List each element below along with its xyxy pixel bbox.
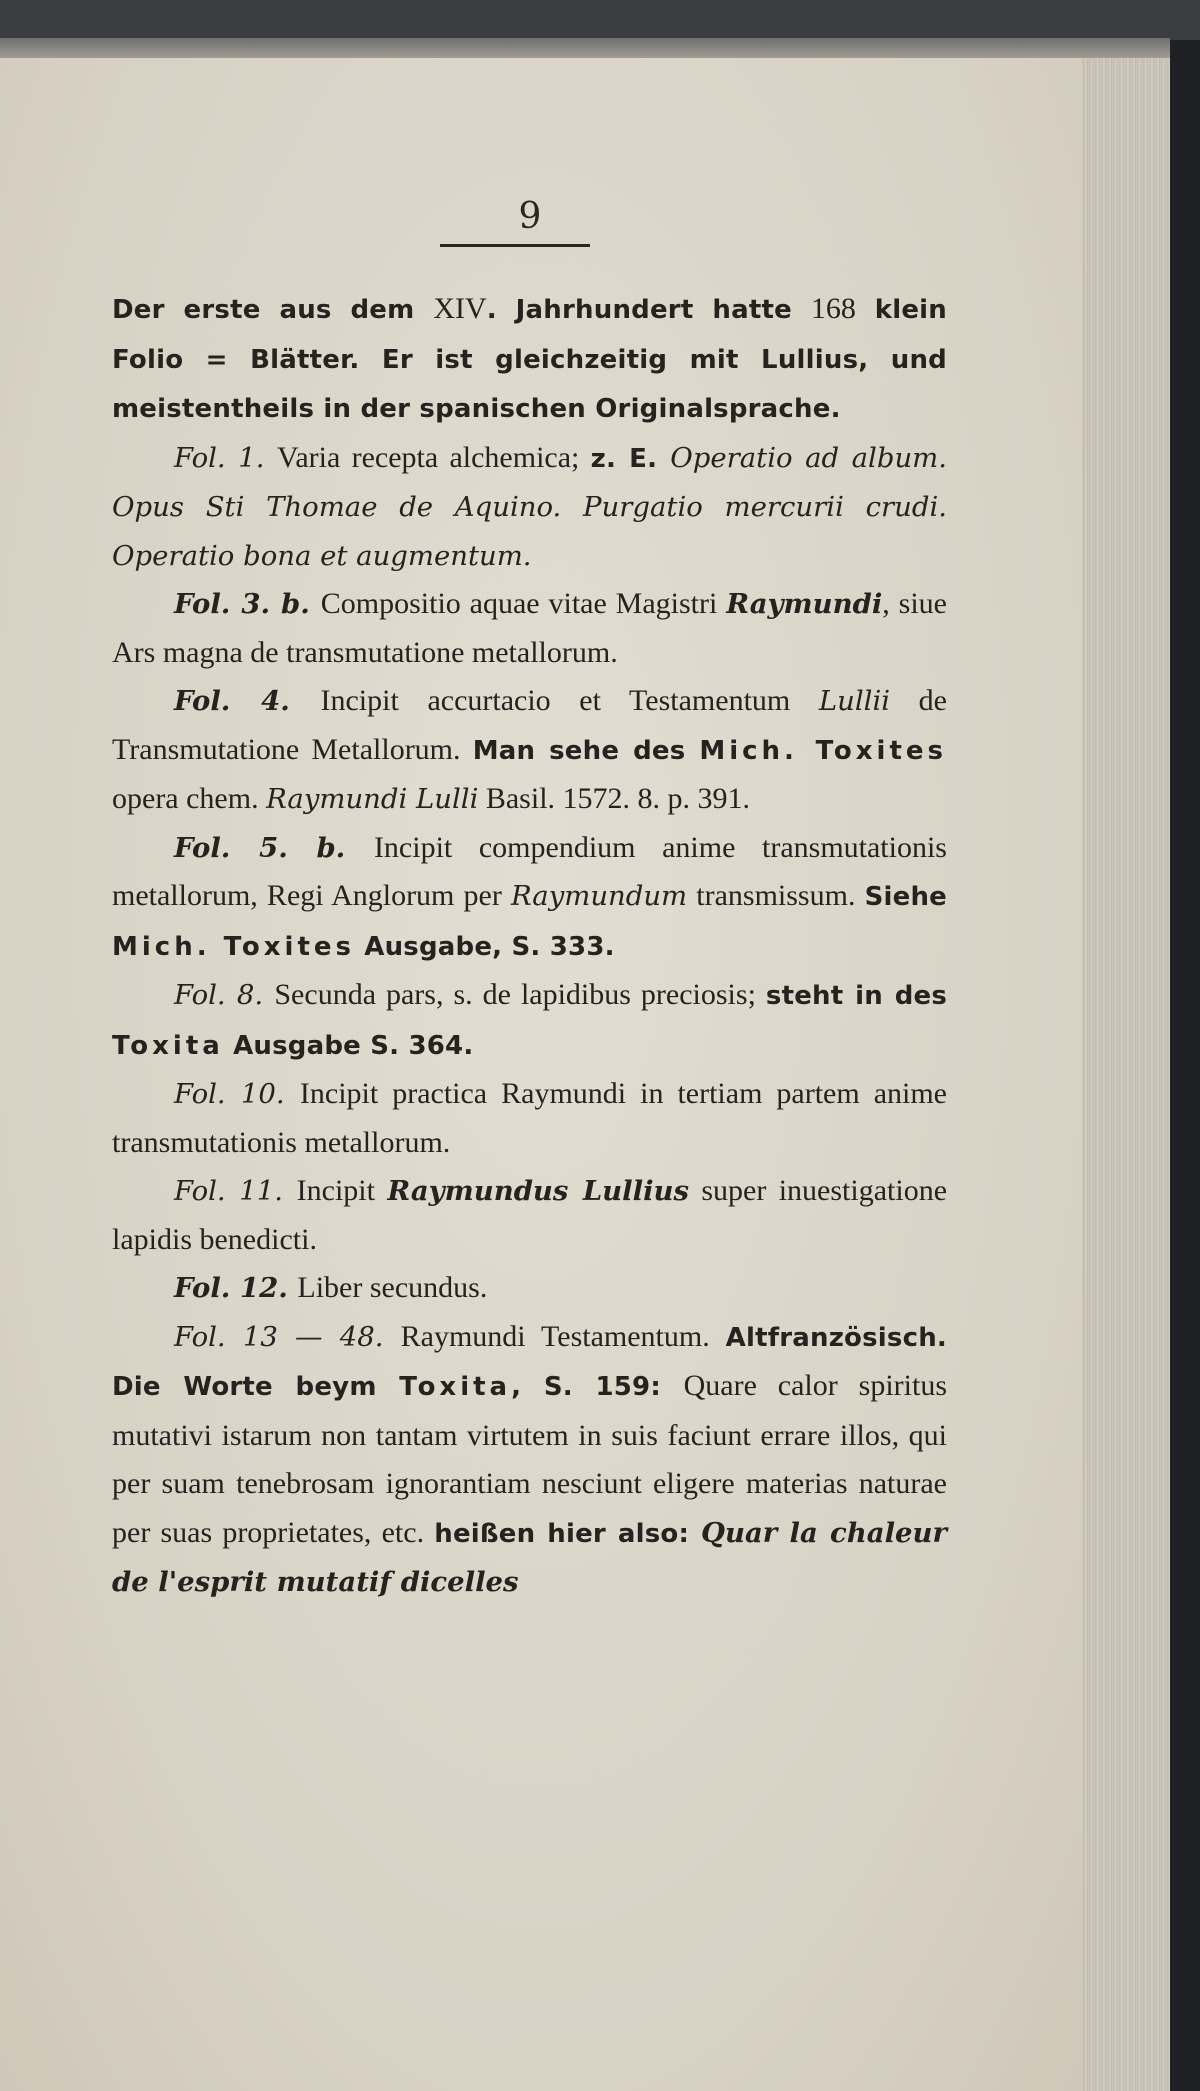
text-span: Raymundi Testamentum. (400, 1319, 726, 1353)
text-span: Incipit practica Raymundi in tertiam partem anime transmutationis metallorum. (112, 1077, 947, 1159)
text-span: Liber secundus. (297, 1271, 488, 1304)
text-span: z. E. (590, 443, 671, 474)
text-span: Ausgabe, S. 333. (355, 931, 615, 962)
text-span: Incipit compendium anime transmutationis metallorum, Regi Anglorum per (112, 830, 947, 912)
text-span: Raymundi (726, 588, 883, 620)
paragraph-fol-1 (112, 434, 947, 581)
text-span: Fol. 5. b. (174, 831, 374, 864)
paragraph-fol-13-48 (112, 1313, 947, 1607)
text-span: Fol. 8. (174, 979, 275, 1011)
text-span: Lullii (818, 685, 891, 717)
text-span: Varia recepta alchemica; (276, 440, 591, 474)
text-span: Ausgabe S. 364. (223, 1030, 474, 1061)
text-span: . Jahrhundert hatte (486, 295, 811, 325)
text-span: Fol. 3. b. (174, 588, 321, 620)
paragraph-fol-3b (112, 580, 947, 677)
text-span: Fol. 4. (174, 685, 321, 717)
text-span: Raymundi Lulli (266, 783, 479, 815)
text-span: super inuestigatione lapidis benedicti. (112, 1174, 948, 1256)
paragraph-fol-4 (112, 677, 947, 824)
text-span: XIV (433, 292, 487, 325)
text-span: opera chem. (112, 782, 267, 815)
text-span: Toxita (112, 1030, 224, 1061)
text-span: Quar la chaleur de l'esprit mutatif dicelles (112, 1516, 947, 1598)
text-span: transmissum. (687, 879, 865, 912)
text-span: , siue Ars magna de transmutatione metallorum. (112, 587, 947, 669)
paragraph-fol-10 (112, 1070, 947, 1167)
text-span: Mich. Toxites (699, 735, 947, 766)
paragraph-fol-5b (112, 824, 947, 972)
text-span: Compositio aquae vitae Magistri (320, 587, 727, 620)
text-span: Fol. 12. (174, 1272, 298, 1304)
page-number: 9 (518, 196, 542, 237)
paragraph-intro (112, 285, 947, 434)
text-span: Der erste aus dem (112, 295, 434, 325)
text-span: Raymundus Lullius (387, 1175, 689, 1207)
text-span: Incipit (296, 1174, 388, 1207)
paragraph-fol-8 (112, 971, 947, 1070)
text-span: Toxita (399, 1372, 512, 1402)
text-span: Fol. 10. (174, 1078, 300, 1110)
book-cover-edge (1170, 40, 1200, 2091)
text-span: Man sehe des (472, 735, 700, 766)
page-number-rule (440, 244, 590, 247)
text-span: Quare calor spiritus mutativi istarum non tantam virtutem in suis faciunt errare illos, qui per suam tenebrosam ignorantiam nesciunt eligere materias naturae per suas proprietates, etc. (112, 1369, 947, 1549)
text-span: 168 (810, 292, 856, 325)
text-span: steht in des (765, 981, 948, 1011)
text-span: klein Folio = Blätter. Er ist gleichzeitig mit Lullius, und meistentheils in der spanischen Originalsprache. (112, 295, 947, 424)
text-span: , S. 159: (511, 1372, 684, 1402)
page-stack-edge (1082, 58, 1170, 2091)
text-span: Secunda pars, s. de lapidibus preciosis; (274, 978, 766, 1011)
text-span: Operatio ad album. Opus Sti Thomae de Aquino. Purgatio mercurii crudi. Operatio bona et augmentum. (112, 441, 947, 572)
text-span: Mich. Toxites (112, 931, 356, 962)
page-body (112, 285, 947, 1607)
text-span: Fol. 1. (174, 441, 277, 474)
text-span: Fol. 13 — 48. (174, 1320, 401, 1353)
paragraph-fol-11 (112, 1167, 947, 1264)
text-span: Incipit accurtacio et Testamentum (320, 684, 819, 717)
text-span: Fol. 11. (174, 1175, 297, 1207)
text-span: Altfranzösisch. Die Worte beym (112, 1322, 947, 1402)
paragraph-fol-12 (112, 1264, 947, 1313)
text-span: de Transmutatione Metallorum. (112, 684, 947, 766)
text-span: Siehe (864, 882, 947, 912)
text-span: Raymundum (510, 880, 688, 912)
text-span: Basil. 1572. 8. p. 391. (478, 782, 751, 815)
text-span: heißen hier also: (434, 1518, 701, 1549)
